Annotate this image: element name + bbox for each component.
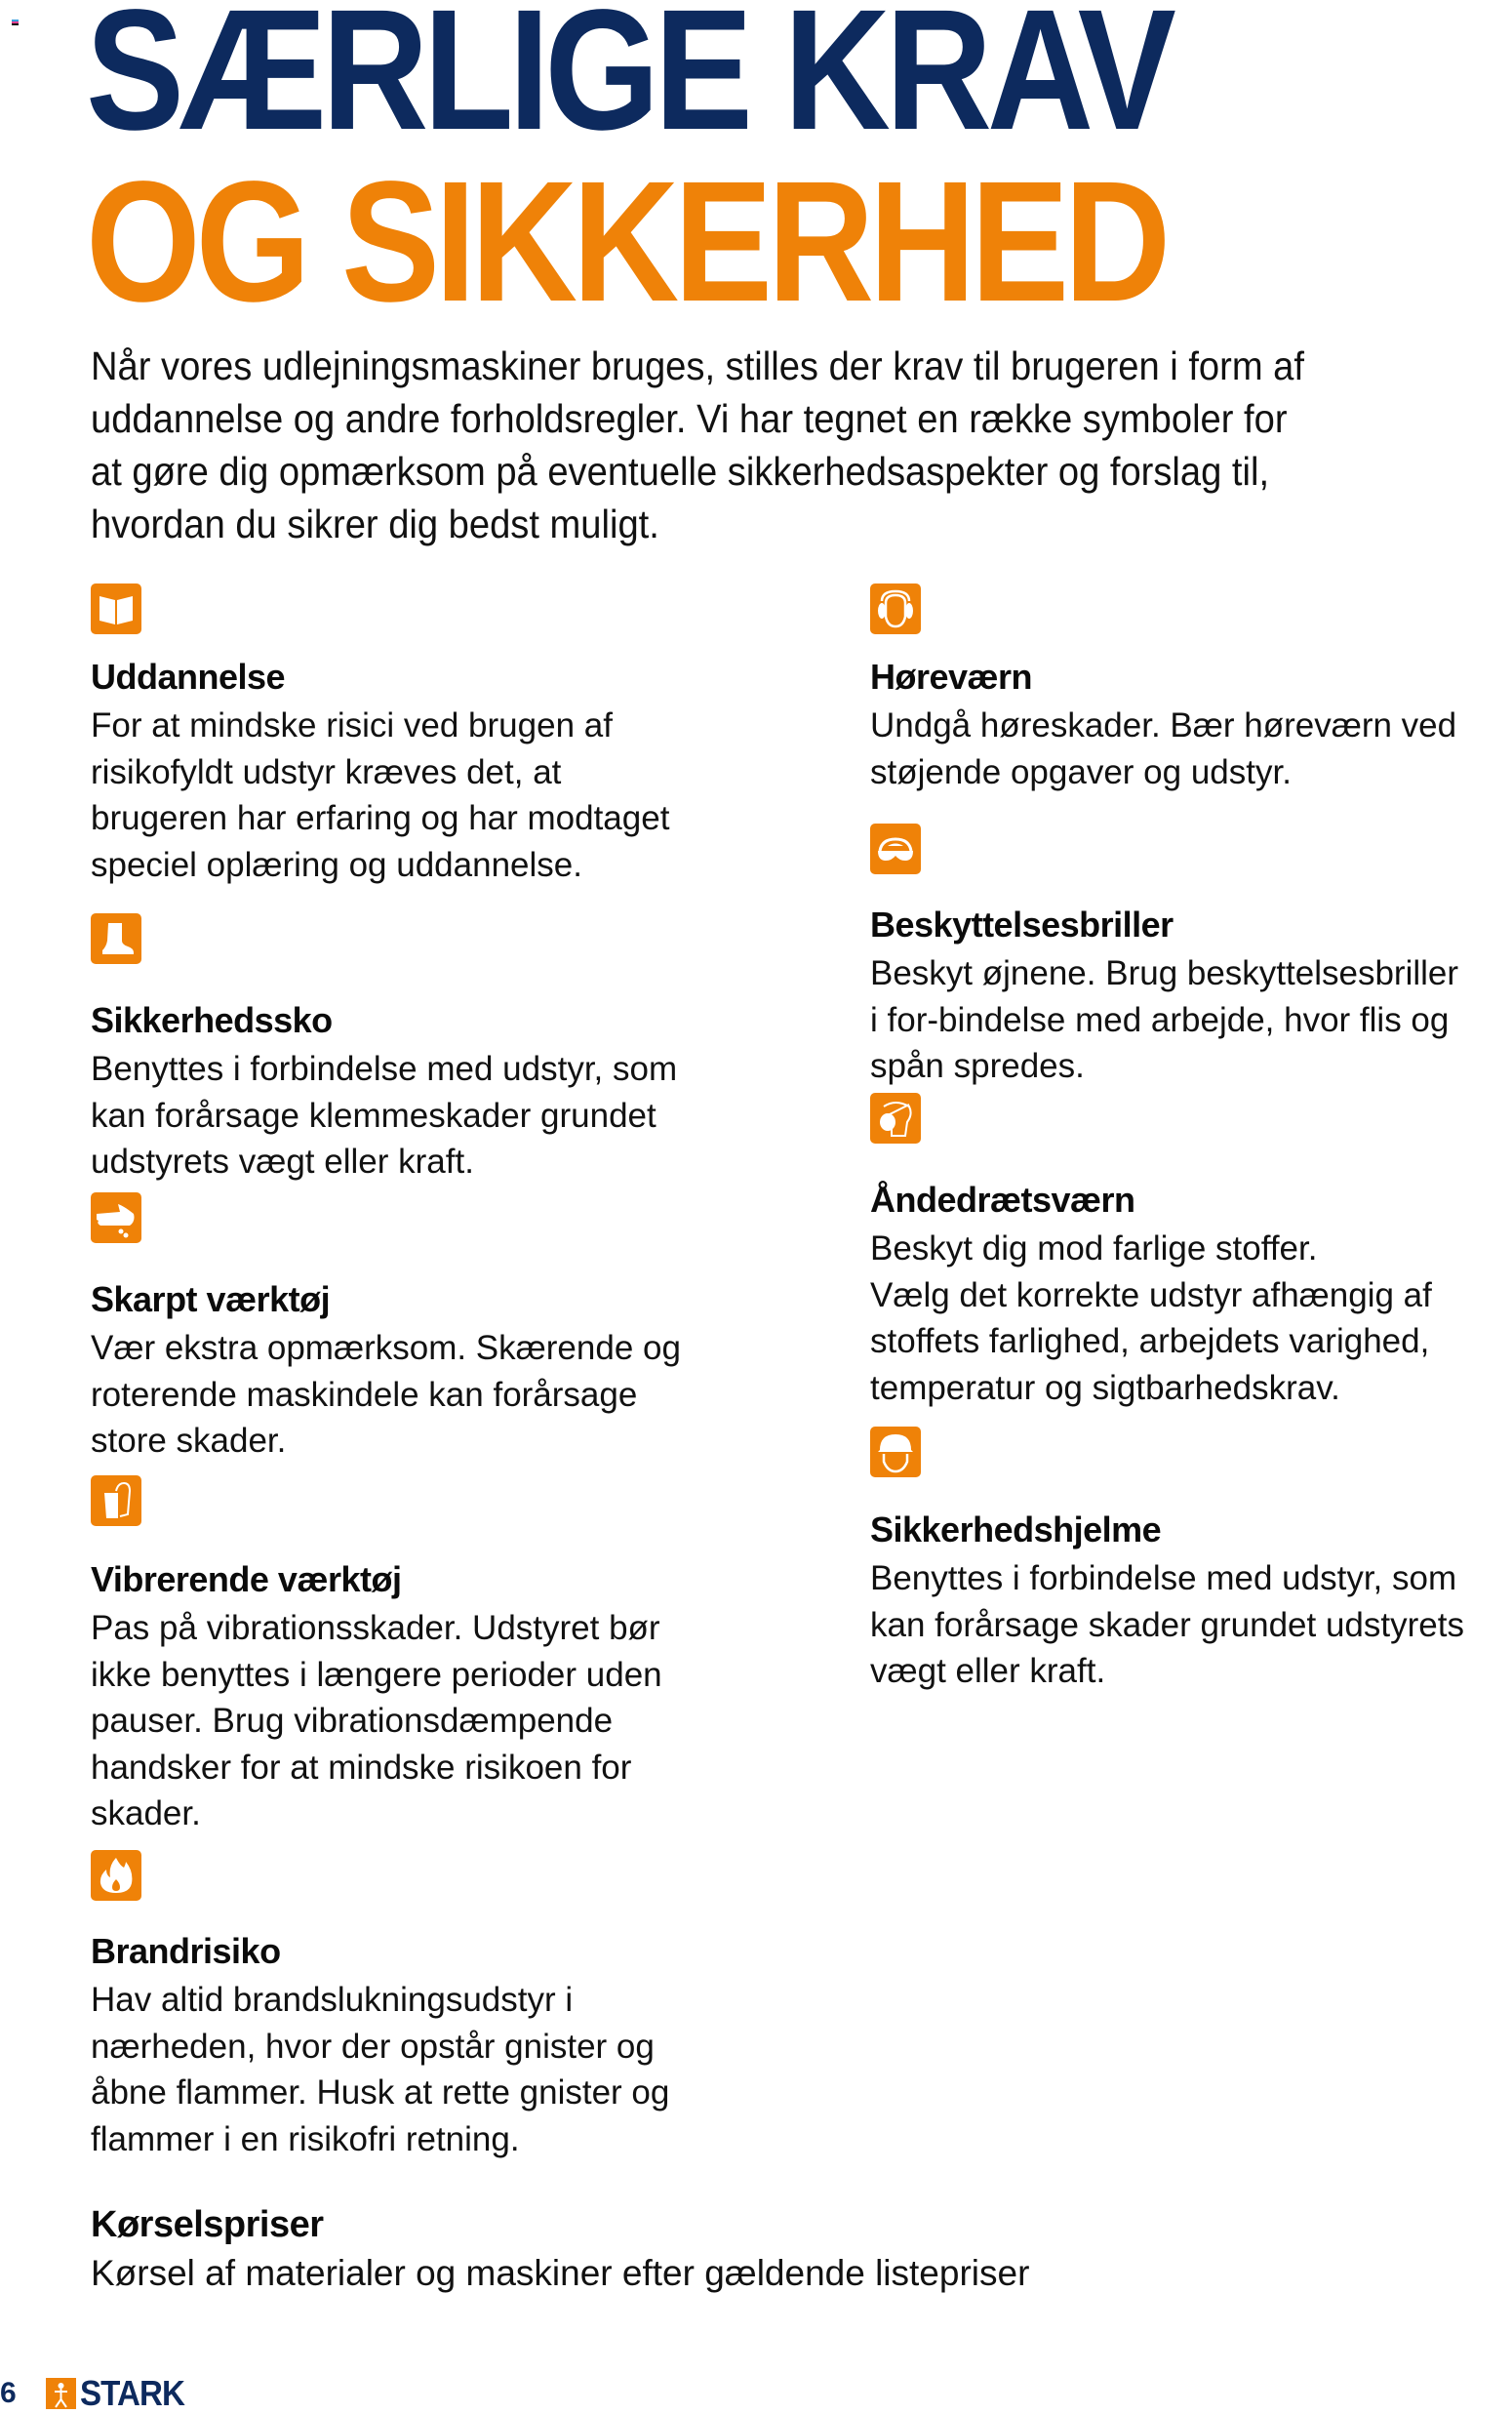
page-title-line-1: SÆRLIGE KRAV bbox=[86, 0, 1172, 166]
body-line: udstyrets vægt eller kraft. bbox=[91, 1143, 474, 1181]
body-line: Undgå høreskader. Bær høreværn ved bbox=[870, 706, 1457, 744]
body-line: Pas på vibrationsskader. Udstyret bør bbox=[91, 1609, 660, 1647]
body-line: ikke benyttes i længere perioder uden bbox=[91, 1655, 662, 1694]
section-heading: Sikkerhedshjelme bbox=[870, 1509, 1162, 1549]
body-line: roterende maskindele kan forårsage bbox=[91, 1375, 638, 1414]
body-line: speciel oplæring og uddannelse. bbox=[91, 845, 582, 884]
cut-hand-icon bbox=[91, 1192, 141, 1243]
section-body bbox=[91, 2250, 1029, 2297]
intro-line: uddannelse og andre forholdsregler. Vi har tegnet en række symboler for bbox=[91, 396, 1288, 441]
page-number: 6 bbox=[0, 2377, 17, 2409]
section-heading: Brandrisiko bbox=[91, 1931, 281, 1971]
section-brandrisiko bbox=[91, 1850, 774, 2158]
section-body bbox=[91, 1605, 662, 1837]
section-heading: Uddannelse bbox=[91, 657, 286, 697]
body-line: nærheden, hvor der opstår gnister og bbox=[91, 2027, 655, 2066]
body-line: handsker for at mindske risikoen for bbox=[91, 1748, 632, 1787]
section-body bbox=[91, 1325, 681, 1465]
respirator-icon bbox=[870, 1093, 921, 1144]
section-vibrerende-vaerktoej bbox=[91, 1475, 774, 1832]
body-line: Hav altid brandslukningsudstyr i bbox=[91, 1981, 574, 2019]
section-sikkerhedshjelme bbox=[870, 1427, 1512, 1690]
section-sikkerhedssko bbox=[91, 913, 774, 1181]
stark-logo-icon bbox=[46, 2378, 76, 2409]
body-line: kan forårsage skader grundet udstyrets bbox=[870, 1605, 1464, 1644]
body-line: Beskyt øjnene. Brug beskyttelsesbriller bbox=[870, 954, 1459, 992]
section-skarpt-vaerktoej bbox=[91, 1192, 774, 1460]
body-line: i for-bindelse med arbejde, hvor flis og bbox=[870, 1000, 1450, 1039]
section-heading: Høreværn bbox=[870, 657, 1033, 697]
ear-protection-icon bbox=[870, 583, 921, 634]
body-line: Vær ekstra opmærksom. Skærende og bbox=[91, 1329, 681, 1367]
hard-hat-icon bbox=[870, 1427, 921, 1477]
body-line: støjende opgaver og udstyr. bbox=[870, 752, 1292, 791]
safety-boot-icon bbox=[91, 913, 141, 964]
intro-paragraph bbox=[91, 340, 1415, 550]
section-heading: Åndedrætsværn bbox=[870, 1180, 1135, 1220]
section-body bbox=[870, 703, 1456, 795]
section-heading: Sikkerhedssko bbox=[91, 1000, 333, 1040]
brand-logo-text: STARK bbox=[80, 2373, 185, 2413]
intro-line: hvordan du sikrer dig bedst muligt. bbox=[91, 502, 659, 546]
fire-icon bbox=[91, 1850, 141, 1901]
body-line: vægt eller kraft. bbox=[870, 1652, 1106, 1690]
section-heading: Beskyttelsesbriller bbox=[870, 905, 1174, 945]
body-line: skader. bbox=[91, 1794, 201, 1832]
body-line: Beskyt dig mod farlige stoffer. bbox=[870, 1229, 1318, 1267]
body-line: Vælg det korrekte udstyr afhængig af bbox=[870, 1275, 1432, 1314]
body-line: temperatur og sigtbarhedskrav. bbox=[870, 1368, 1340, 1407]
section-body bbox=[870, 950, 1458, 1090]
section-uddannelse bbox=[91, 583, 774, 884]
print-registration-mark bbox=[12, 20, 19, 27]
section-heading: Kørselspriser bbox=[91, 2204, 324, 2245]
section-body bbox=[91, 1977, 669, 2162]
body-line: kan forårsage klemmeskader grundet bbox=[91, 1096, 657, 1135]
body-line: flammer i en risikofri retning. bbox=[91, 2119, 520, 2158]
body-line: spån spredes. bbox=[870, 1047, 1085, 1085]
section-body bbox=[91, 703, 669, 888]
page-title-line-2: OG SIKKERHED bbox=[86, 146, 1167, 338]
body-line: store skader. bbox=[91, 1422, 287, 1460]
gloves-icon bbox=[91, 1475, 141, 1526]
body-line: pauser. Brug vibrationsdæmpende bbox=[91, 1702, 614, 1740]
body-line: Benyttes i forbindelse med udstyr, som bbox=[91, 1050, 678, 1088]
body-line: risikofyldt udstyr kræves det, at bbox=[91, 752, 562, 791]
intro-line: Når vores udlejningsmaskiner bruges, stilles der krav til brugeren i form af bbox=[91, 343, 1304, 388]
section-beskyttelsesbriller bbox=[870, 824, 1512, 1085]
body-line: åbne flammer. Husk at rette gnister og bbox=[91, 2073, 670, 2112]
section-body bbox=[870, 1226, 1432, 1411]
body-line: Kørsel af materialer og maskiner efter gældende listepriser bbox=[91, 2253, 1030, 2293]
section-heading: Vibrerende værktøj bbox=[91, 1559, 402, 1599]
section-body bbox=[870, 1555, 1464, 1695]
body-line: stoffets farlighed, arbejdets varighed, bbox=[870, 1322, 1430, 1360]
section-hoerevaern bbox=[870, 583, 1512, 791]
book-icon bbox=[91, 583, 141, 634]
section-body bbox=[91, 1046, 677, 1186]
section-aandedraetsvaern bbox=[870, 1093, 1512, 1407]
safety-goggles-icon bbox=[870, 824, 921, 874]
intro-line: at gøre dig opmærksom på eventuelle sikkerhedsaspekter og forslag til, bbox=[91, 449, 1270, 494]
body-line: Benyttes i forbindelse med udstyr, som bbox=[870, 1559, 1457, 1597]
section-heading: Skarpt værktøj bbox=[91, 1279, 331, 1319]
body-line: brugeren har erfaring og har modtaget bbox=[91, 799, 670, 837]
body-line: For at mindske risici ved brugen af bbox=[91, 706, 613, 744]
